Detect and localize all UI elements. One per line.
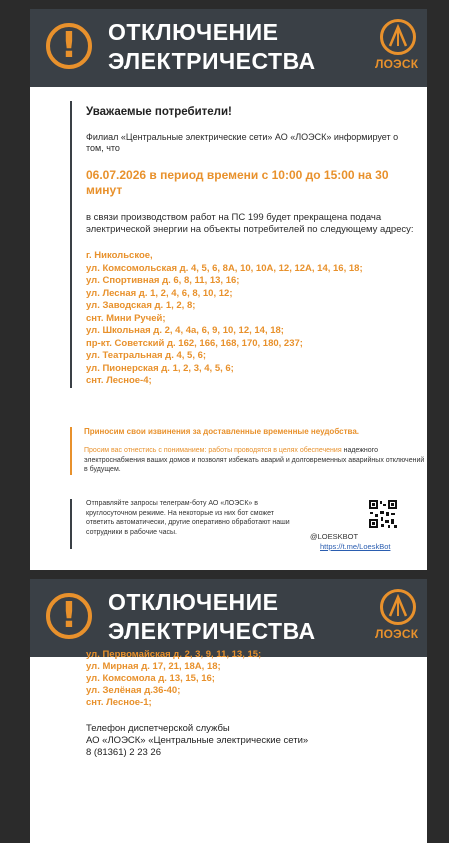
address-list-continued	[86, 649, 416, 709]
bot-link[interactable]: https://t.me/LoeskBot	[320, 542, 391, 551]
bot-text: Отправляйте запросы телеграм-боту АО «ЛОЭСК» в круглосуточном режиме. На некоторые из них бот сможет ответить автоматически, другие оперативно обработают наши сотрудники в рабочие часы.	[86, 500, 290, 536]
qr-code[interactable]	[368, 499, 398, 529]
bot-handle: @LOESKBOT	[310, 532, 359, 541]
apology-text-rest: надежного электроснабжения ваших домов и позволят избежать аварий и долговременных аварийных отключений в будущем.	[84, 447, 425, 473]
banner-title-line1: ОТКЛЮЧЕНИЕ	[108, 19, 279, 45]
address-item: ул. Спортивная д. 6, 8, 11, 13, 16;	[86, 275, 240, 286]
banner-title	[108, 588, 348, 646]
address-item: ул. Лесная д. 1, 2, 4, 6, 8, 10, 12;	[86, 287, 233, 299]
apology-title: Приносим свои извинения за доставленные временные неудобства.	[84, 427, 360, 436]
address-item: пр-кт. Советский д. 162, 166, 168, 170, 180, 237;	[86, 337, 303, 349]
address-item: ул. Комсомола д. 13, 15, 16;	[86, 673, 215, 684]
address-item: ул. Зелёная д.36-40;	[86, 685, 181, 696]
address-item: снт. Лесное-4;	[86, 375, 152, 386]
address-item: ул. Театральная д. 4, 5, 6;	[86, 350, 207, 361]
phone-label: Телефон диспетчерской службы	[86, 723, 230, 734]
address-item: г. Никольское,	[86, 250, 153, 261]
apology-block	[70, 427, 427, 475]
address-item: ул. Школьная д. 2, 4, 4а, 6, 9, 10, 12, 14, 18;	[86, 325, 284, 336]
address-item: снт. Лесное-1;	[86, 697, 152, 708]
address-list	[86, 250, 416, 388]
notice-body	[70, 101, 416, 388]
greeting: Уважаемые потребители!	[86, 106, 232, 118]
loesk-logo	[375, 589, 421, 647]
banner-title-line1: ОТКЛЮЧЕНИЕ	[108, 589, 279, 615]
document-page-2	[30, 579, 427, 843]
address-item: ул. Первомайская д. 2, 3, 9, 11, 13, 15;	[86, 649, 262, 660]
apology-text-orange: Просим вас отнестись с пониманием: работы проводятся в целях обеспечения	[84, 447, 342, 454]
apology-text	[84, 446, 427, 475]
logo-text: ЛОЭСК	[375, 627, 419, 641]
address-item: ул. Заводская д. 1, 2, 8;	[86, 300, 196, 311]
warning-icon: !	[46, 593, 92, 639]
phone-number: 8 (81361) 2 23 26	[86, 747, 162, 758]
logo-mark-icon	[380, 589, 416, 625]
header-banner	[30, 579, 427, 657]
address-item: ул. Комсомольская д. 4, 5, 6, 8А, 10, 10А, 12, 12А, 14, 16, 18;	[86, 262, 363, 274]
intro-text: Филиал «Центральные электрические сети» АО «ЛОЭСК» информирует о том, что	[86, 132, 399, 153]
logo-mark-icon	[380, 19, 416, 55]
logo-text: ЛОЭСК	[375, 57, 419, 71]
document-page-1	[30, 9, 427, 570]
banner-title-line2: ЭЛЕКТРИЧЕСТВА	[108, 618, 316, 644]
address-item: снт. Мини Ручей;	[86, 312, 166, 324]
dispatcher-phone-block	[86, 723, 416, 759]
reason-text: в связи производством работ на ПС 199 будет прекращена подача электрической энергии на объекты потребителей по следующему адресу:	[86, 212, 414, 235]
phone-org: АО «ЛОЭСК» «Центральные электрические сети»	[86, 735, 309, 746]
banner-title-line2: ЭЛЕКТРИЧЕСТВА	[108, 48, 316, 74]
address-item: ул. Мирная д. 17, 21, 18А, 18;	[86, 661, 221, 672]
banner-title	[108, 18, 348, 76]
telegram-bot-block	[70, 499, 427, 549]
address-item: ул. Пионерская д. 1, 2, 3, 4, 5, 6;	[86, 362, 234, 374]
warning-icon: !	[46, 23, 92, 69]
header-banner	[30, 9, 427, 87]
outage-datetime: 06.07.2026 в период времени с 10:00 до 15:00 на 30 минут	[86, 168, 389, 197]
continued-body	[86, 649, 416, 759]
loesk-logo	[375, 19, 421, 77]
